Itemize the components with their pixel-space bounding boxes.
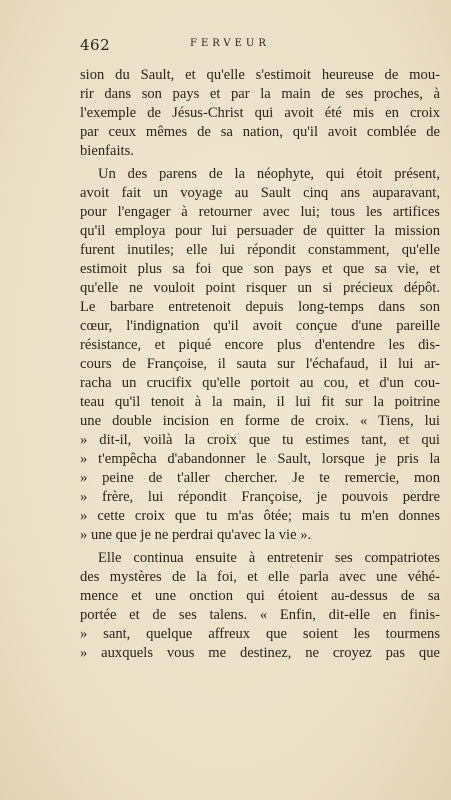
page-header bbox=[80, 36, 420, 54]
text-line: » sant, quelque affreux que soient les tourmens bbox=[80, 626, 440, 642]
text-line: qu'elle ne vouloit point risquer un si précieux dépôt. bbox=[80, 280, 440, 296]
body-text bbox=[80, 66, 440, 663]
text-line: » une que je ne perdrai qu'avec la vie ». bbox=[80, 527, 312, 543]
text-line: teau qu'il tenoit à la main, il lui fit sur la poitrine bbox=[80, 394, 440, 410]
text-line: des mystères de la foi, et elle parla avec une véhé- bbox=[80, 569, 440, 585]
text-line: résistance, et piqué encore plus d'entendre les dis- bbox=[80, 337, 440, 353]
text-line: » cette croix que tu m'as ôtée; mais tu m'en donnes bbox=[80, 508, 440, 524]
text-line: avoit fait un voyage au Sault cinq ans auparavant, bbox=[80, 185, 440, 201]
text-line: par ceux mêmes de sa nation, qu'il avoit comblée de bbox=[80, 124, 440, 140]
text-line: estimoit plus sa foi que son pays et que sa vie, et bbox=[80, 261, 440, 277]
text-line: bienfaits. bbox=[80, 143, 134, 159]
text-line: furent inutiles; elle lui répondit constamment, qu'elle bbox=[80, 242, 440, 258]
running-title: FERVEUR bbox=[190, 38, 270, 49]
text-line: racha un crucifix qu'elle portoit au cou, et d'un cou- bbox=[80, 375, 440, 391]
text-line: » dit-il, voilà la croix que tu estimes tant, et qui bbox=[80, 432, 440, 448]
paragraph bbox=[80, 549, 440, 663]
text-line: » peine de t'aller chercher. Je te remercie, mon bbox=[80, 470, 440, 486]
text-line: mence et une onction qui étoient au-dessus de sa bbox=[80, 588, 440, 604]
text-line: rir dans son pays et par la main de ses proches, à bbox=[80, 86, 440, 102]
text-line: l'exemple de Jésus-Christ qui avoit été mis en croix bbox=[80, 105, 440, 121]
text-line: Le barbare entretenoit depuis long-temps dans son bbox=[80, 299, 440, 315]
text-line: portée et de ses talens. « Enfin, dit-elle en finis- bbox=[80, 607, 440, 623]
text-line: une double incision en forme de croix. « Tiens, lui bbox=[80, 413, 440, 429]
paragraph bbox=[80, 165, 440, 545]
text-line: qu'il employa pour lui persuader de quitter la mission bbox=[80, 223, 440, 239]
text-line: Elle continua ensuite à entretenir ses compatriotes bbox=[98, 550, 440, 566]
text-line: cours de Françoise, il sauta sur l'échafaud, il lui ar- bbox=[80, 356, 440, 372]
text-line: cœur, l'indignation qu'il avoit conçue d'une pareille bbox=[80, 318, 440, 334]
page-number: 462 bbox=[80, 36, 111, 54]
paragraph bbox=[80, 66, 440, 161]
text-line: sion du Sault, et qu'elle s'estimoit heureuse de mou- bbox=[80, 67, 440, 83]
text-line: » t'empêcha d'abandonner le Sault, lorsque je pris la bbox=[80, 451, 440, 467]
text-line: » auxquels vous me destinez, ne croyez pas que bbox=[80, 645, 440, 661]
text-line: » frère, lui répondit Françoise, je pouvois perdre bbox=[80, 489, 440, 505]
text-line: Un des parens de la néophyte, qui étoit présent, bbox=[98, 166, 440, 182]
text-line: pour l'engager à retourner avec lui; tous les artifices bbox=[80, 204, 440, 220]
